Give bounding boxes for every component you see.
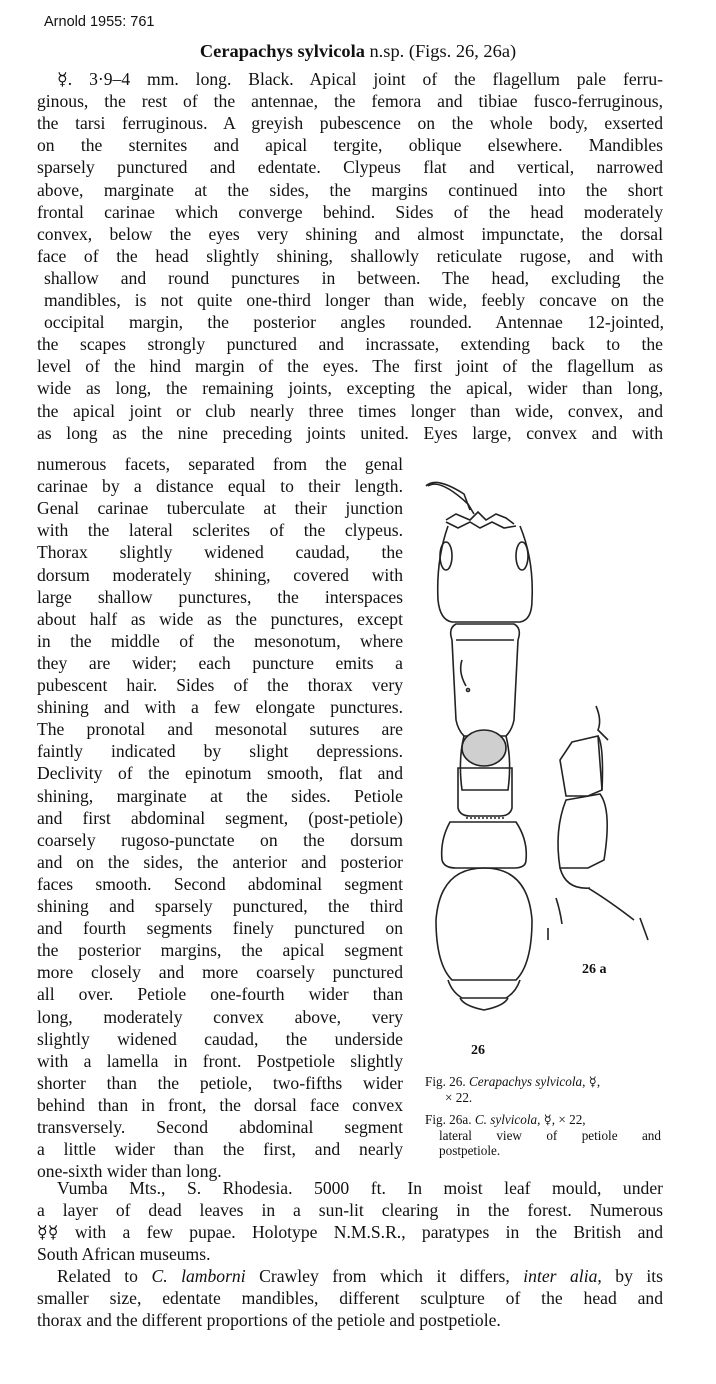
text-line: transversely. Second abdominal segment bbox=[37, 1117, 403, 1137]
text-line: the apical joint or club nearly three times longer than wide, convex, and bbox=[37, 400, 663, 421]
text-line: the posterior margins, the apical segment bbox=[37, 940, 403, 961]
text-line: frontal carinae which converge behind. Sides of the head moderately bbox=[37, 201, 663, 222]
text-line: face of the head slightly shining, shallowly reticulate rugose, and with bbox=[37, 245, 663, 266]
text-line: occipital margin, the posterior angles rounded. Antennae 12-jointed, bbox=[44, 312, 664, 333]
text-line: level of the hind margin of the eyes. The first joint of the flagellum as bbox=[37, 356, 663, 377]
text-line: large shallow punctures, the interspaces bbox=[37, 586, 403, 607]
figure-26-caption: Fig. 26. Cerapachys sylvicola, ☿, × 22. bbox=[425, 1074, 601, 1105]
text-line: above, marginate at the sides, the margins continued into the short bbox=[37, 179, 663, 200]
text-line: carinae by a distance equal to their length. bbox=[37, 476, 403, 497]
related-paragraph-line: smaller size, edentate mandibles, different sculpture of the head and bbox=[37, 1288, 663, 1308]
text-line: in the middle of the mesonotum, where bbox=[37, 630, 403, 651]
related-paragraph-line: thorax and the different proportions of the petiole and postpetiole. bbox=[37, 1310, 501, 1330]
text-line: and on the sides, the anterior and posterior bbox=[37, 851, 403, 872]
text-line: pubescent hair. Sides of the thorax very bbox=[37, 675, 403, 695]
text-line: shining, marginate at the sides. Petiole bbox=[37, 785, 403, 806]
figure-26a-label: 26 a bbox=[582, 962, 607, 977]
text-line: all over. Petiole one-fourth wider than bbox=[37, 984, 403, 1005]
text-line: one-sixth wider than long. bbox=[37, 1161, 222, 1182]
text-line: Thorax slightly widened caudad, the bbox=[37, 542, 403, 563]
text-line: the tarsi ferruginous. A greyish pubescence on the whole body, exserted bbox=[37, 113, 663, 134]
text-line: Declivity of the epinotum smooth, flat and bbox=[37, 763, 403, 784]
text-line: a layer of dead leaves in a sun-lit clearing in the forest. Numerous bbox=[37, 1200, 663, 1221]
species-name: Cerapachys sylvicola bbox=[199, 41, 365, 61]
text-line: long, moderately convex above, very bbox=[37, 1006, 403, 1027]
text-line: faintly indicated by slight depressions. bbox=[37, 741, 403, 762]
text-line: a little wider than the first, and nearly bbox=[37, 1139, 403, 1160]
figure-26-label: 26 bbox=[471, 1043, 485, 1058]
text-line: more closely and more coarsely punctured bbox=[37, 962, 403, 983]
text-line: and fourth segments finely punctured on bbox=[37, 918, 403, 939]
text-line: Vumba Mts., S. Rhodesia. 5000 ft. In moist leaf mould, under bbox=[57, 1178, 663, 1198]
text-line: shining and with a few elongate punctures. bbox=[37, 697, 403, 718]
text-line: shorter than the petiole, two-fifths wider bbox=[37, 1072, 403, 1093]
text-line: slightly widened caudad, the underside bbox=[37, 1028, 403, 1049]
text-line: ginous, the rest of the antennae, the femora and tibiae fusco-ferruginous, bbox=[37, 91, 663, 112]
text-line: behind than in front, the dorsal face convex bbox=[37, 1094, 403, 1115]
text-line: The pronotal and mesonotal sutures are bbox=[37, 719, 403, 740]
text-line: ☿. 3·9–4 mm. long. Black. Apical joint of the flagellum pale ferru- bbox=[57, 69, 663, 89]
text-line: faces smooth. Second abdominal segment bbox=[37, 873, 403, 894]
text-line: Genal carinae tuberculate at their junction bbox=[37, 498, 403, 519]
latin-phrase: inter alia bbox=[523, 1266, 598, 1286]
text-line: wide as long, the remaining joints, excepting the apical, wider than long, bbox=[37, 378, 663, 399]
text-line: with a lamella in front. Postpetiole slightly bbox=[37, 1050, 403, 1071]
text-line: about half as wide as the punctures, except bbox=[37, 608, 403, 629]
text-line: dorsum moderately shining, covered with bbox=[37, 564, 403, 585]
species-heading-suffix: n.sp. (Figs. 26, 26a) bbox=[364, 41, 517, 61]
text-line: they are wider; each puncture emits a bbox=[37, 652, 403, 673]
text-line: convex, below the eyes very shining and almost impunctate, the dorsal bbox=[37, 223, 663, 244]
text-line: South African museums. bbox=[37, 1244, 211, 1265]
text-line: and first abdominal segment, (post-petiole) bbox=[37, 807, 403, 828]
text-line: on the sternites and apical tergite, oblique elsewhere. Mandibles bbox=[37, 135, 663, 156]
text-line: ☿☿ with a few pupae. Holotype N.M.S.R., paratypes in the British and bbox=[37, 1222, 663, 1243]
figure-26a-caption: Fig. 26a. C. sylvicola, ☿, × 22, lateral view of petiole and postpetiole. bbox=[425, 1112, 661, 1158]
text-line: shallow and round punctures in between. The head, excluding the bbox=[44, 267, 664, 288]
citation: Arnold 1955: 761 bbox=[44, 14, 155, 30]
text-line: with the lateral sclerites of the clypeus. bbox=[37, 520, 403, 541]
text-line: shining and sparsely punctured, the third bbox=[37, 896, 403, 916]
related-paragraph-line: Related to C. lamborni Crawley from which it differs, inter alia, by its bbox=[57, 1266, 664, 1286]
text-line: sparsely punctured and edentate. Clypeus flat and vertical, narrowed bbox=[37, 157, 663, 178]
text-line: numerous facets, separated from the genal bbox=[37, 454, 403, 474]
text-line: the scapes strongly punctured and incrassate, extending back to the bbox=[37, 334, 663, 355]
text-line: mandibles, is not quite one-third longer than wide, feebly concave on the bbox=[44, 290, 664, 310]
text-line: coarsely rugoso-punctate on the dorsum bbox=[37, 829, 403, 850]
text-line: as long as the nine preceding joints united. Eyes large, convex and with bbox=[37, 422, 663, 443]
related-species: C. lamborni bbox=[151, 1266, 246, 1286]
